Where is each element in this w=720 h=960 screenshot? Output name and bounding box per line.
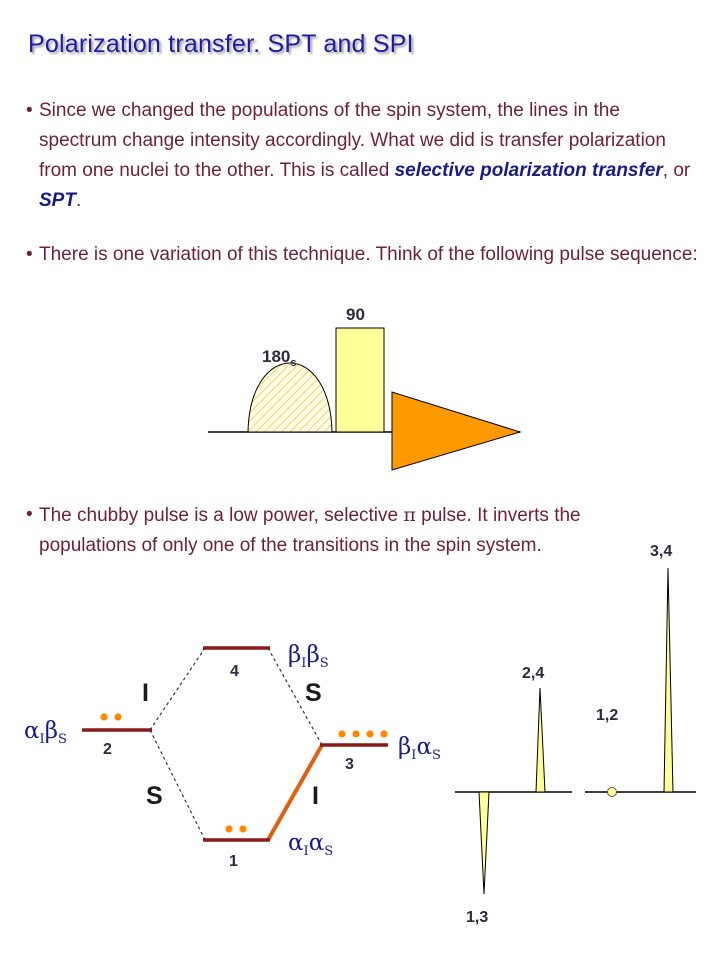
peak-label-1-2: 1,2 bbox=[596, 707, 619, 724]
population-dot bbox=[380, 730, 387, 737]
emphasis-spt-abbrev: SPT bbox=[39, 190, 76, 211]
population-dot bbox=[338, 730, 345, 737]
spectrum-left bbox=[455, 665, 572, 926]
peak-label-2-4: 2,4 bbox=[522, 665, 545, 682]
peak-label-1-3: 1,3 bbox=[466, 909, 489, 926]
bullet-text-part: pulse. It inverts the populations of only one of the transitions in the spin system. bbox=[39, 505, 581, 556]
label-180-subscript: s bbox=[290, 357, 297, 369]
pulse-sequence bbox=[208, 305, 520, 470]
bullet-marker: • bbox=[26, 504, 33, 525]
bullet-text: There is one variation of this technique. Think of the following pulse sequence: bbox=[39, 244, 698, 265]
label-90: 90 bbox=[346, 305, 365, 324]
selective-180-pulse bbox=[248, 363, 332, 432]
level-4-number: 4 bbox=[230, 663, 239, 680]
population-dot bbox=[225, 825, 232, 832]
transition-label-lower-right: I bbox=[312, 782, 319, 810]
state-label-level-4: $\beta_I\beta_S$ bbox=[288, 642, 329, 671]
bullet-text-part: Since we changed the populations of the spin system, the lines in the spectrum change intensity accordingly. What we did is transfer polarization from one nuclei to the other. This is called bbox=[39, 100, 666, 181]
peak-3-4 bbox=[664, 568, 673, 792]
peak-label-3-4: 3,4 bbox=[650, 543, 673, 560]
bullet-text-part: , or bbox=[662, 160, 691, 181]
emphasis-spt-term: selective polarization transfer bbox=[394, 160, 663, 181]
label-180-selective bbox=[262, 347, 297, 369]
population-dot bbox=[100, 713, 107, 720]
state-label-level-3: $\beta_I\alpha_S$ bbox=[398, 734, 441, 763]
hard-90-pulse bbox=[336, 328, 384, 432]
page-title: Polarization transfer. SPT and SPI bbox=[28, 30, 414, 58]
acquisition-fid bbox=[392, 392, 520, 470]
bullet-text-part: The chubby pulse is a low power, selective bbox=[39, 505, 404, 526]
level-1-number: 1 bbox=[229, 853, 238, 870]
population-dots-level-1 bbox=[225, 825, 246, 832]
level-2-number: 2 bbox=[103, 741, 112, 758]
population-dots-level-3 bbox=[338, 730, 387, 737]
state-label-level-2: $\alpha_I\beta_S$ bbox=[24, 718, 67, 747]
energy-level-diagram bbox=[24, 642, 441, 870]
transition-label-upper-left: I bbox=[142, 679, 149, 707]
level-3-number: 3 bbox=[345, 756, 354, 773]
peak-2-4 bbox=[536, 688, 545, 792]
population-dot bbox=[239, 825, 246, 832]
peak-1-2-null bbox=[608, 788, 617, 797]
population-dot bbox=[114, 713, 121, 720]
transition-2-4 bbox=[150, 648, 205, 730]
state-label-level-1: $\alpha_I\alpha_S$ bbox=[288, 830, 334, 859]
bullet-marker: • bbox=[26, 244, 33, 265]
population-dot bbox=[366, 730, 373, 737]
spectrum-right bbox=[585, 543, 696, 797]
bullet-marker: • bbox=[26, 100, 33, 121]
population-dot bbox=[352, 730, 359, 737]
transition-label-lower-left: S bbox=[146, 782, 163, 810]
peak-1-3 bbox=[479, 792, 489, 894]
label-180-number: 180 bbox=[262, 347, 291, 366]
pi-symbol: π bbox=[403, 504, 416, 526]
bullet-text-part: . bbox=[75, 190, 82, 211]
transition-label-upper-right: S bbox=[305, 679, 322, 707]
population-dots-level-2 bbox=[100, 713, 121, 720]
